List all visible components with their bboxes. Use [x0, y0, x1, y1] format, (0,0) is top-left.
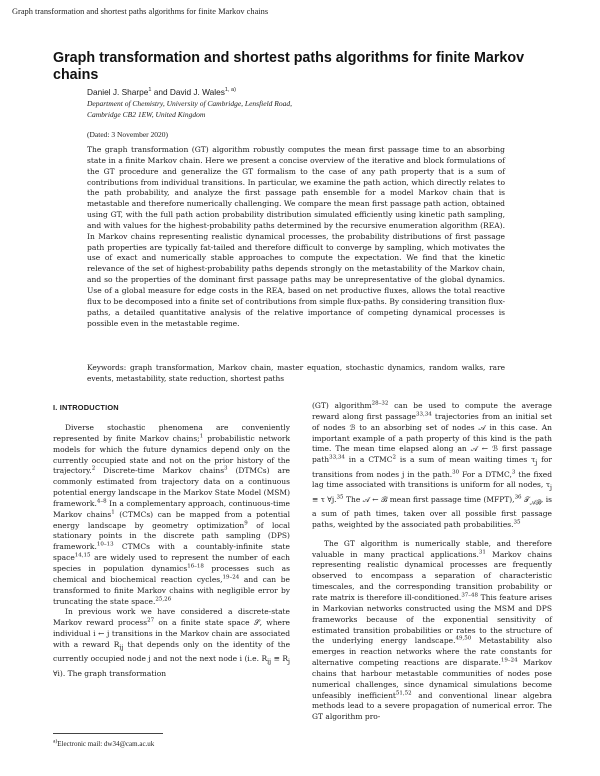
text-run: Metastability also emerges in reaction networks where the rate constants for alternative competing reactions are disparate.	[312, 636, 552, 668]
citation: 35	[336, 494, 344, 501]
text-run: In a complementary approach, continuous-time Markov chains	[53, 498, 290, 519]
citation: 2	[91, 465, 96, 472]
citation: 1	[199, 433, 204, 440]
abstract: The graph transformation (GT) algorithm robustly computes the mean first passage time to an absorbing state in a finite Markov chain. Here we present a concise overview of the iterative and block formulations of the GT procedure and generalize the GT formalism to the case of any path property that is a sum of contributions from individual transitions. In particular, we examine the path action, which directly relates to the path probability, and analyze the first passage path ensemble for a model Markov chain that is metastable and therefore numerically challenging. We compare the mean first passage path action, obtained using GT, with the full path action probability distribution simulated efficiently using kinetic path sampling, and with values for the highest-probability paths determined by the recursive enumeration algorithm (REA). In Markov chains representing realistic dynamical processes, the probability distributions of first passage path properties are typically fat-tailed and therefore difficult to converge by sampling, which motivates the use of exact and numerically stable approaches to compute the expectation. We find that the kinetic relevance of the set of highest-probability paths depends strongly on the metastability of the Markov chain, and so the properties of the dominant first passage paths may be unrepresentative of the global dynamics. Use of a global measure for edge costs in the REA, based on net productive fluxes, allows the total reactive flux to be decomposed into a finite set of contributions from simple flux-paths. By considering transition flux-paths, a detailed quantitative analysis of the relative importance of competing dynamical processes is possible even in the metastable regime.	[87, 145, 505, 328]
subscript: ij	[119, 644, 124, 652]
text-run: the fixed lag time associated with transitions is uniform for all nodes, τ	[312, 469, 552, 490]
citation: 30	[452, 469, 460, 476]
citation: 33,34	[416, 411, 432, 418]
citation: 10–13	[96, 541, 114, 548]
text-run: Discrete-time Markov chains	[95, 466, 225, 476]
text-run: (GT) algorithm	[312, 401, 372, 410]
footnote-divider	[53, 733, 163, 734]
author-affiliation-marker: 1	[148, 87, 152, 94]
citation: 27	[147, 617, 155, 624]
text-run: in a CTMC	[344, 455, 393, 465]
citation: 35	[513, 519, 521, 526]
text-run: The GT algorithm is numerically stable, and therefore valuable in many practical applications.	[312, 538, 552, 559]
text-run: for transitions from nodes j in the path.	[312, 455, 552, 479]
left-column	[53, 423, 290, 679]
text-run: and conventional linear algebra methods lead to a severe propagation of numerical error. The GT algorithm pro-	[312, 690, 552, 722]
text-run: are widely used to represent the number of each species in population dynamics	[53, 553, 290, 573]
text-run: on a finite state space 𝒮, where individual i ← j transitions in the Markov chain are associated with a reward R	[53, 618, 290, 649]
footnote	[53, 740, 154, 748]
text-run: processes such as chemical and biochemical reaction cycles,	[53, 563, 290, 584]
footnote-marker: a)	[53, 738, 58, 745]
date-line: (Dated: 3 November 2020)	[87, 130, 169, 139]
text-run: 𝒯	[521, 494, 530, 504]
footnote-text: Electronic mail: dw34@cam.ac.uk	[57, 740, 155, 748]
text-run: CTMCs with a countably-infinite state space	[53, 542, 290, 563]
citation: 19–24	[500, 657, 518, 664]
affiliation-line: Cambridge CB2 1EW, United Kingdom	[87, 110, 206, 119]
citation: 31	[478, 549, 486, 556]
author-name: David J. Wales	[169, 87, 225, 97]
citation: 28–32	[371, 400, 389, 407]
citation: 3	[511, 469, 516, 476]
text-run: ∀i). The graph transformation	[53, 668, 167, 678]
citation: 16–18	[187, 563, 204, 570]
citation: 49,50	[455, 635, 472, 642]
citation: 4–8	[96, 498, 107, 505]
citation: 14,15	[74, 552, 91, 559]
text-run: and can be transformed to finite Markov chains with negligible error by truncating the state space.	[53, 574, 290, 606]
text-run: For a DTMC,	[459, 469, 512, 479]
text-run: (DTMCs) are commonly estimated from trajectory data on a continuous potential energy landscape in the Markov State Model (MSM) framework.	[53, 466, 290, 508]
text-run: , is a sum of path times, taken over all possible first passage paths, weighted by the associated path probabilities.	[312, 494, 552, 529]
citation: 36	[514, 494, 522, 501]
text-run: ≡ R	[271, 654, 289, 664]
text-run: This feature arises in Markovian networks constructed using the MSM and DPS frameworks because of the exponential sensitivity of estimated transition probabilities or rates to the structure of the underlying energy landscape.	[312, 593, 552, 646]
text-run: Markov chains that harbour metastable communities of nodes pose numerical challenges, since dynamical simulations become unfeasibly inefficient	[312, 658, 552, 700]
paragraph	[312, 401, 552, 531]
citation: 33,34	[329, 454, 345, 461]
author-list	[87, 87, 236, 97]
text-run: Markov chains representing realistic dynamical processes are frequently observed to encompass a separation of characteristic timescales, and the corresponding transition probability or rate matrix is therefore ill-conditioned.	[312, 549, 552, 602]
text-run: ≡ τ ∀j.	[312, 494, 337, 504]
text-run: of local stationary points in the discrete path sampling (DPS) framework.	[53, 520, 291, 552]
paragraph	[53, 423, 290, 607]
subscript: ij	[267, 658, 272, 666]
citation: 25,26	[155, 596, 172, 602]
paragraph	[53, 607, 290, 679]
section-heading: I. INTRODUCTION	[53, 403, 119, 412]
citation: 2	[392, 454, 396, 461]
subscript: j	[535, 459, 538, 467]
subscript: 𝒜ℬ	[529, 499, 541, 507]
author-connector: and	[151, 87, 170, 97]
keywords: Keywords: graph transformation, Markov chain, master equation, stochastic dynamics, random walks, rare events, metastability, state reduction, shortest paths	[87, 363, 505, 383]
text-run: trajectories from an initial set of nodes ℬ to an absorbing set of nodes 𝒜 in this case. An important example of a path property of this kind is the path time. The mean time elapsed along an 𝒜 ← ℬ first passage path	[312, 411, 552, 465]
paragraph	[312, 539, 552, 723]
author-affiliation-marker: 1, a)	[224, 87, 236, 94]
citation: 37–48	[461, 592, 479, 599]
paper-title: Graph transformation and shortest paths algorithms for finite Markov chains	[53, 50, 525, 83]
text-run: (CTMCs) can be mapped from a potential energy landscape by geometry optimization	[53, 509, 291, 530]
citation: 51,52	[395, 690, 412, 697]
citation: 9	[244, 520, 248, 527]
running-head: Graph transformation and shortest paths algorithms for finite Markov chains	[12, 7, 269, 16]
subscript: j	[288, 658, 290, 666]
citation: 3	[224, 465, 228, 472]
right-column	[312, 401, 552, 723]
text-run: Diverse stochastic phenomena are conveniently represented by finite Markov chains;	[53, 423, 290, 443]
text-run: probabilistic network models for which the future dynamics depend only on the currently occupied state and not on the prior history of the trajectory.	[53, 433, 290, 476]
subscript: j	[550, 484, 552, 492]
affiliation-line: Department of Chemistry, University of Cambridge, Lensfield Road,	[87, 99, 292, 108]
text-run: that depends only on the identity of the currently occupied node j and not the next node i (i.e. R	[53, 639, 291, 664]
text-run: can be used to compute the average reward along first passage	[312, 401, 552, 421]
citation: 1	[111, 509, 115, 516]
author-name: Daniel J. Sharpe	[87, 87, 149, 97]
text-run: The 𝒜 ← ℬ mean first passage time (MFPT),	[343, 494, 515, 504]
text-run: is a sum of mean waiting times τ	[395, 455, 536, 465]
citation: 19–24	[222, 574, 240, 581]
text-run: In previous work we have considered a discrete-state Markov reward process	[53, 607, 290, 628]
